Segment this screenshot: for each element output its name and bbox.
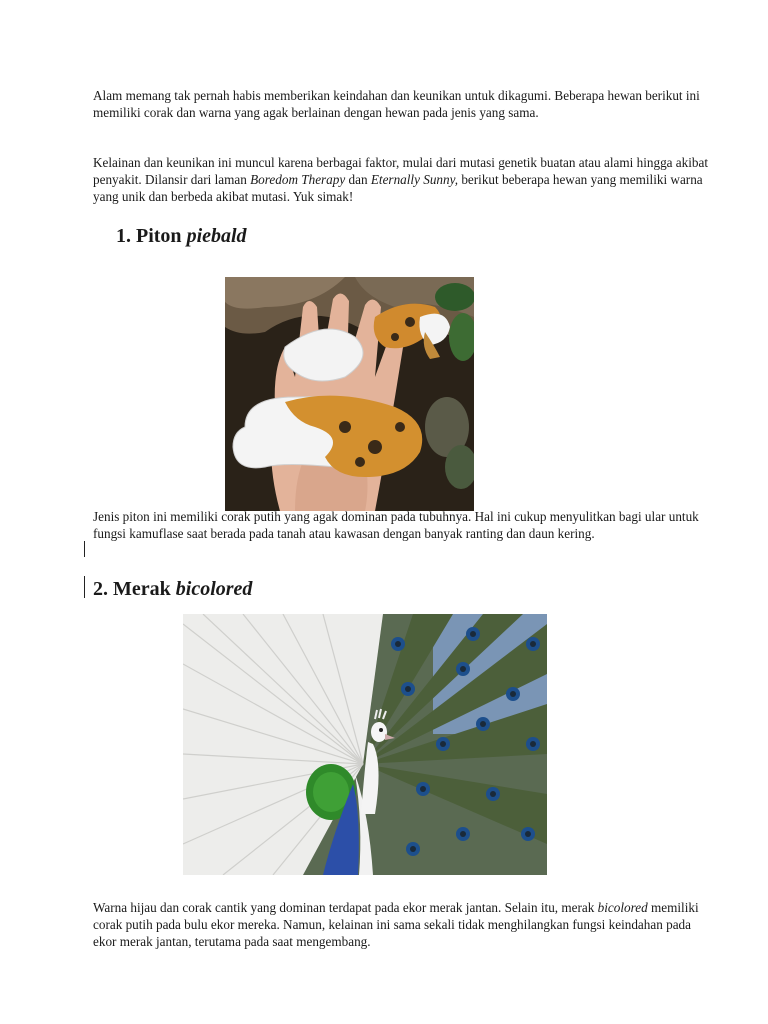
peacock-description-italic: bicolored — [597, 900, 648, 915]
piebald-python-photo — [225, 277, 474, 511]
second-paragraph-part3: berikut beberapa hewan yang memiliki warna yang unik dan berbeda akibat mutasi. Yuk simak! — [93, 171, 703, 204]
section-2-number: 2. — [93, 578, 108, 600]
intro-paragraph: Alam memang tak pernah habis memberikan keindahan dan keunikan untuk dikagumi. Beberapa hewan berikut ini memiliki corak dan warna yang agak berlainan dengan hewan pada jenis yang sama. — [93, 88, 700, 120]
source-eternally-sunny: Eternally Sunny, — [370, 171, 459, 187]
second-paragraph-part1: Kelainan dan keunikan ini muncul karena berbagai faktor, mulai dari mutasi genetik buatan atau alami hingga akibat penyakit. Dilansir dari laman — [93, 155, 709, 187]
python-description: Jenis piton ini memiliki corak putih yang agak dominan pada tubuhnya. Hal ini cukup menyulitkan bagi ular untuk fungsi kamuflase saat berada pada tanah atau kawasan dengan banyak ranting dan daun kering. — [93, 509, 699, 541]
text-cursor — [84, 541, 85, 557]
section-2-title-italic: bicolored — [175, 578, 253, 600]
section-1-title: Piton — [136, 225, 182, 247]
section-2-title: Merak — [113, 578, 171, 600]
text-cursor — [84, 576, 85, 598]
second-paragraph — [93, 155, 713, 205]
section-1-number: 1. — [116, 225, 131, 247]
second-paragraph-part2: dan — [345, 171, 371, 187]
source-boredom-therapy: Boredom Therapy — [250, 171, 346, 187]
peacock-description — [93, 900, 713, 950]
bicolored-peacock-photo — [183, 614, 547, 875]
peacock-description-part1: Warna hijau dan corak cantik yang dominan terdapat pada ekor merak jantan. Selain itu, merak — [93, 900, 598, 915]
section-1-title-italic: piebald — [186, 225, 247, 247]
section-heading-2 — [93, 577, 252, 601]
peacock-description-part2: memiliki corak putih pada bulu ekor mereka. Namun, kelainan ini sama sekali tidak menghilangkan fungsi keindahan pada ekor merak jantan, terutama pada saat mengembang. — [93, 900, 699, 949]
section-heading-1 — [116, 224, 247, 248]
